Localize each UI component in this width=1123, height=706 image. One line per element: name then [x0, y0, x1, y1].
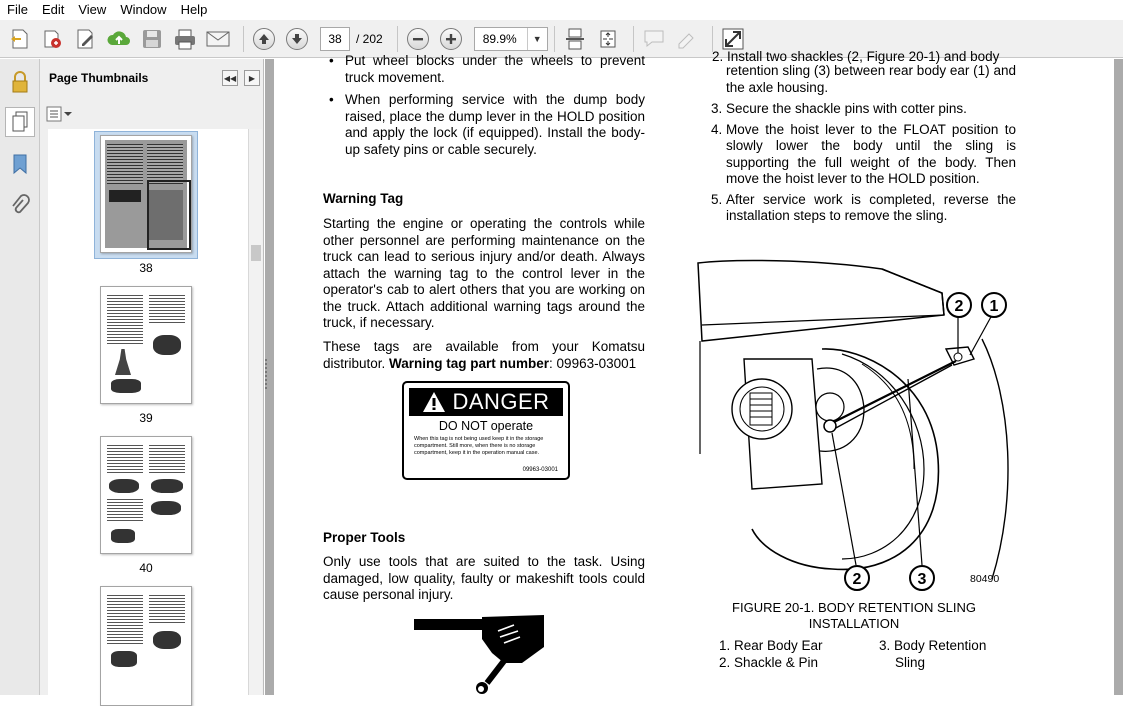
- zoom-value: 89.9%: [482, 31, 517, 46]
- pdf-page: [274, 49, 1114, 695]
- proper-tools-paragraph: Only use tools that are suited to the task. Using damaged, low quality, faulty or makeshift tools could cause personal injury.: [323, 554, 645, 602]
- fit-page-icon[interactable]: [594, 25, 622, 53]
- para-text: These tags are available from your Komatsu distributor.: [323, 339, 645, 371]
- step-number: 3.: [711, 101, 723, 116]
- step2-continued: retention sling (3) between rear body ear (1) and the axle housing.: [726, 63, 1016, 95]
- next-page-button[interactable]: [283, 25, 311, 53]
- step-text: Move the hoist lever to the FLOAT position to slowly lower the body until the sling is supporting the full weight of the body. Then move the hoist lever to the HOLD position.: [726, 121, 1016, 186]
- create-pdf-icon[interactable]: [6, 25, 34, 53]
- chevron-down-icon[interactable]: ▼: [527, 28, 547, 50]
- print-icon[interactable]: [171, 25, 199, 53]
- panel-title: Page Thumbnails: [49, 71, 149, 85]
- toolbar-separator: [712, 26, 713, 52]
- combine-files-icon[interactable]: [39, 25, 67, 53]
- thumbnail-scrollbar[interactable]: [248, 129, 262, 695]
- bookmark-icon[interactable]: [5, 149, 35, 179]
- attachment-icon[interactable]: [5, 191, 35, 221]
- danger-part-number: 09963-03001: [522, 467, 558, 473]
- thumbnail-label: 40: [139, 561, 153, 575]
- page-total: / 202: [356, 31, 383, 46]
- bullet-list: [323, 53, 645, 164]
- thumbnail-list: [48, 129, 248, 695]
- callout-label: 1: [989, 298, 999, 315]
- comment-icon[interactable]: [640, 25, 668, 53]
- step-number: 4.: [711, 121, 723, 137]
- body-retention-sling-figure: [692, 229, 1032, 589]
- zoom-level-select[interactable]: [474, 27, 548, 51]
- step-item: [711, 122, 1016, 188]
- step-text: After service work is completed, reverse the installation steps to remove the sling.: [726, 191, 1016, 223]
- toolbar-separator: [243, 26, 244, 52]
- menu-help[interactable]: Help: [180, 2, 208, 17]
- highlight-icon[interactable]: [673, 25, 701, 53]
- expand-panel-button[interactable]: ▶: [244, 70, 260, 86]
- menu-edit[interactable]: Edit: [41, 2, 65, 17]
- callout-label: 3: [917, 571, 927, 588]
- edit-document-icon[interactable]: [72, 25, 100, 53]
- toolbar-separator: [633, 26, 634, 52]
- page-number-input[interactable]: 38: [320, 27, 350, 51]
- warning-tag-paragraph: Starting the engine or operating the controls while other personnel are performing maintenance on the truck can lead to serious injury and/or death. Always attach the warning tag to the control lever in the operator's cab to alert others that you are working on the truck. Attach additional warning tags around the truck, if necessary.: [323, 216, 645, 330]
- bullet-item: • Put wheel blocks under the wheels to prevent truck movement.: [329, 53, 645, 85]
- thumbnail-options-button[interactable]: [46, 105, 76, 123]
- thumbnail-page-39[interactable]: [100, 286, 192, 404]
- navigation-rail: [0, 59, 40, 695]
- legend-item: 2. Shackle & Pin: [719, 655, 819, 670]
- scrollbar-thumb[interactable]: [251, 245, 261, 261]
- callout-label: 2: [852, 571, 862, 588]
- figure-id: 80490: [970, 573, 1000, 585]
- toolbar-separator: [554, 26, 555, 52]
- danger-band: [409, 388, 563, 416]
- zoom-in-button[interactable]: [437, 25, 465, 53]
- warning-tag-part-paragraph: [323, 339, 645, 372]
- thumbnail-label: 39: [139, 411, 153, 425]
- scroll-mode-icon[interactable]: [561, 25, 589, 53]
- page-thumbnails-panel: [40, 59, 264, 695]
- lock-icon[interactable]: [5, 67, 35, 97]
- legend-item: 1. Rear Body Ear: [719, 638, 823, 653]
- step-item: [711, 192, 1016, 225]
- numbered-steps: [711, 101, 1016, 229]
- para-bold-text: Warning tag part number: [389, 355, 550, 371]
- panel-resize-grip[interactable]: [265, 359, 271, 389]
- menu-file[interactable]: File: [7, 2, 28, 17]
- step-text: Secure the shackle pins with cotter pins.: [726, 101, 967, 116]
- warning-tag-heading: Warning Tag: [323, 191, 404, 206]
- para-text: : 09963-03001: [549, 355, 637, 371]
- upload-cloud-icon[interactable]: [105, 25, 133, 53]
- menu-view[interactable]: View: [78, 2, 107, 17]
- warning-triangle-icon: [422, 391, 446, 413]
- bullet-text: Put wheel blocks under the wheels to prevent truck movement.: [345, 53, 645, 85]
- thumbnail-page-41[interactable]: [100, 586, 192, 706]
- toolbar-separator: [397, 26, 398, 52]
- collapse-panel-button[interactable]: ◀◀: [222, 70, 238, 86]
- zoom-out-button[interactable]: [404, 25, 432, 53]
- danger-title: DANGER: [452, 389, 550, 414]
- proper-tools-heading: Proper Tools: [323, 530, 406, 545]
- bullet-item: • When performing service with the dump body raised, place the dump lever in the HOLD position and apply the lock (if equipped). Install the body-up safety pins or cable securely.: [329, 92, 645, 157]
- legend-item: 3. Body Retention: [879, 638, 987, 653]
- callout-label: 2: [954, 298, 964, 315]
- danger-tag-image: [402, 381, 570, 480]
- email-icon[interactable]: [204, 25, 232, 53]
- danger-subtitle: DO NOT operate: [438, 419, 534, 433]
- menu-window[interactable]: Window: [120, 2, 167, 17]
- step-number: 5.: [711, 191, 723, 207]
- thumbnail-page-40[interactable]: [100, 436, 192, 554]
- legend-item: Sling: [895, 655, 926, 670]
- document-viewport[interactable]: [265, 49, 1123, 695]
- page-thumbnails-icon[interactable]: [5, 107, 35, 137]
- previous-page-button[interactable]: [250, 25, 278, 53]
- thumbnail-label: 38: [139, 261, 153, 275]
- menu-bar: [0, 0, 1123, 20]
- danger-small-text: When this tag is not being used keep it in the storage compartment. Still more, when there is no storage compartment, keep it in the operation manual case.: [414, 436, 544, 456]
- step-item: [711, 101, 1016, 118]
- bullet-text: When performing service with the dump body raised, place the dump lever in the HOLD position and apply the lock (if equipped). Install the body-up safety pins or cable securely.: [345, 92, 645, 157]
- thumbnail-page-38[interactable]: [100, 135, 192, 253]
- save-icon[interactable]: [138, 25, 166, 53]
- step-text: 2. Install two shackles (2, Figure 20-1) and body: [712, 49, 1000, 64]
- figure-caption: FIGURE 20-1. BODY RETENTION SLING INSTALLATION: [732, 600, 976, 631]
- hand-tool-icon: [412, 613, 548, 695]
